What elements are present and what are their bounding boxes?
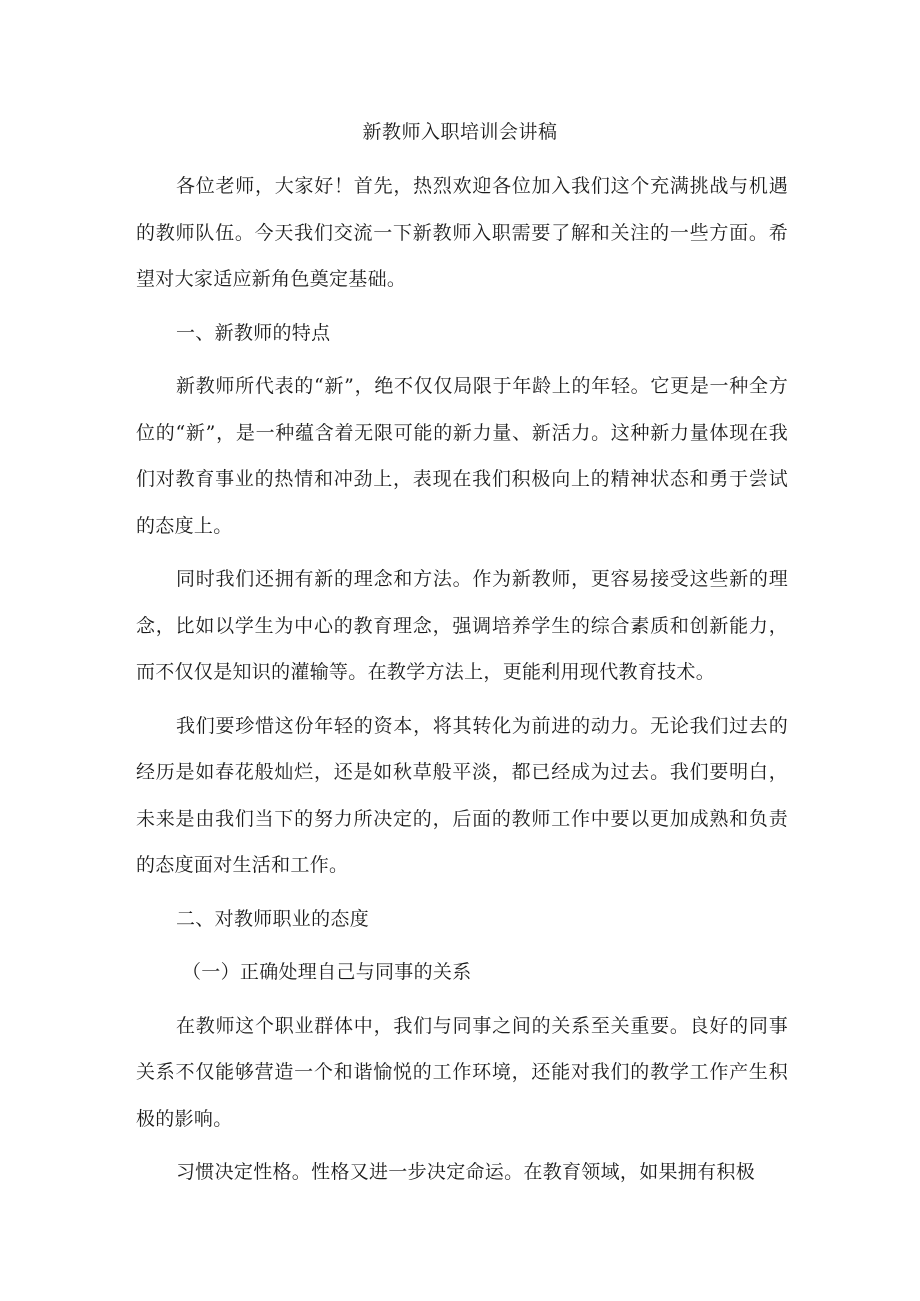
paragraph-greeting: 各位老师，大家好！首先，热烈欢迎各位加入我们这个充满挑战与机遇的教师队伍。今天我们交流一下新教师入职需要了解和关注的一些方面。希望对大家适应新角色奠定基础。 <box>136 175 788 290</box>
document-body <box>136 163 788 1203</box>
paragraph-habits: 习惯决定性格。性格又进一步决定命运。在教育领域，如果拥有积极 <box>176 1161 756 1183</box>
paragraph-cherish-youth: 我们要珍惜这份年轻的资本，将其转化为前进的动力。无论我们过去的经历是如春花般灿烂，还是如秋草般平淡，都已经成为过去。我们要明白，未来是由我们当下的努力所决定的，后面的教师工作中要以更加成熟和负责的态度面对生活和工作。 <box>136 714 788 876</box>
paragraph-colleague-relations: 在教师这个职业群体中，我们与同事之间的关系至关重要。良好的同事关系不仅能够营造一个和谐愉悦的工作环境，还能对我们的教学工作产生积极的影响。 <box>136 1014 788 1130</box>
paragraph-new-teacher-traits: 新教师所代表的“新”，绝不仅仅局限于年龄上的年轻。它更是一种全方位的“新”，是一种蕴含着无限可能的新力量、新活力。这种新力量体现在我们对教育事业的热情和冲劲上，表现在我们积极向上的精神状态和勇于尝试的态度上。 <box>136 375 788 537</box>
section-heading-1: 一、新教师的特点 <box>176 321 331 344</box>
section-heading-2: 二、对教师职业的态度 <box>176 907 370 930</box>
paragraph-new-concepts: 同时我们还拥有新的理念和方法。作为新教师，更容易接受这些新的理念，比如以学生为中心的教育理念，强调培养学生的综合素质和创新能力，而不仅仅是知识的灌输等。在教学方法上，更能利用现代教育技术。 <box>136 568 788 683</box>
subsection-heading-1: （一）正确处理自己与同事的关系 <box>182 961 472 983</box>
document-title: 新教师入职培训会讲稿 <box>362 121 558 143</box>
